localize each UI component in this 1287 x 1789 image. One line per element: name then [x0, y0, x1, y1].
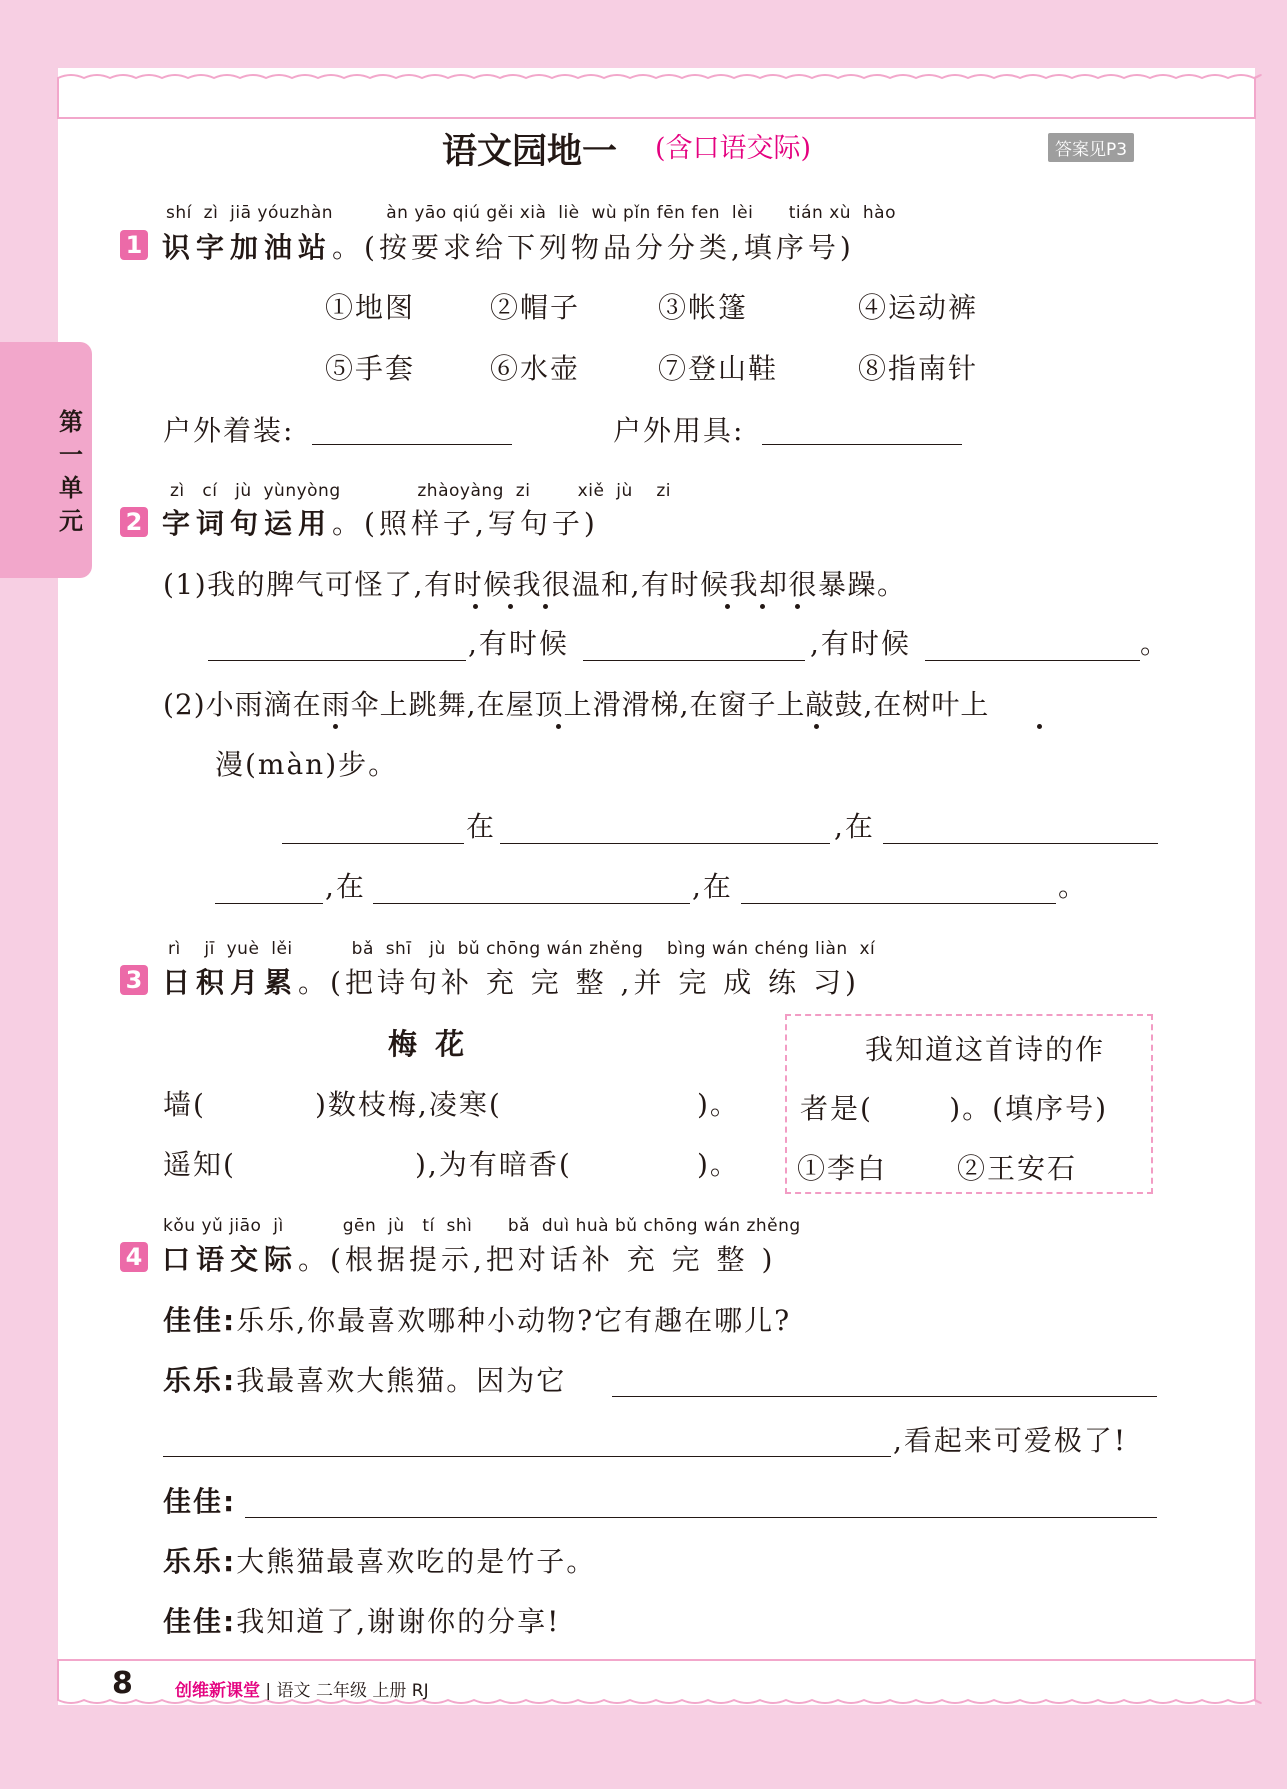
section-heading: 字词句运用。(照样子,写句子) [162, 507, 599, 540]
emphasis-dot [795, 604, 800, 609]
outdoor-clothing-label: 户外着装: [163, 414, 295, 447]
sentence-connector: 在 [466, 810, 497, 843]
poem-line-2-start: 遥知( [163, 1148, 236, 1181]
footer-brand: 创维新课堂 [175, 1681, 260, 1701]
emphasis-dot [760, 604, 765, 609]
answer-line[interactable] [583, 660, 805, 661]
item-option: ⑦登山鞋 [658, 352, 779, 385]
poem-line-1-mid: )数枝梅,凌寒( [315, 1088, 502, 1121]
answer-line[interactable] [373, 903, 690, 904]
item-option: ④运动裤 [858, 291, 979, 324]
emphasis-dot [543, 604, 548, 609]
item-option: ⑥水壶 [490, 352, 581, 385]
item-option: ②帽子 [490, 291, 581, 324]
footer-info: 创维新课堂 | 语文 二年级 上册 RJ [175, 1681, 429, 1701]
pinyin-line: zì cí jù yùnyòng zhàoyàng zi xiě jù zi [170, 481, 671, 501]
speaker-name: 乐乐: [163, 1545, 237, 1578]
section-number-badge: 2 [120, 507, 148, 537]
author-option-1: ①李白 [797, 1152, 888, 1185]
example-sentence-2-cont: 漫(màn)步。 [215, 748, 399, 781]
speaker-name: 佳佳: [163, 1605, 237, 1638]
item-option: ⑧指南针 [858, 352, 979, 385]
speaker-name: 佳佳: [163, 1304, 237, 1337]
answer-line[interactable] [245, 1517, 1157, 1518]
page-number: 8 [112, 1666, 133, 1701]
emphasis-dot [1037, 724, 1042, 729]
dialogue-line: 乐乐:我最喜欢大熊猫。因为它 [163, 1364, 567, 1397]
pinyin-line: rì jī yuè lěi bǎ shī jù bǔ chōng wán zhěng bìng wán chéng liàn xí [168, 939, 876, 959]
emphasis-dot [473, 604, 478, 609]
dialogue-line: 佳佳:乐乐,你最喜欢哪种小动物?它有趣在哪儿? [163, 1304, 792, 1337]
poem-line-1-start: 墙( [163, 1088, 206, 1121]
unit-label: 第一单元 [59, 408, 83, 535]
sentence-connector: ,有时候 [810, 627, 911, 660]
outdoor-gear-answer-line[interactable] [762, 444, 962, 445]
answer-line[interactable] [883, 843, 1158, 844]
answer-line[interactable] [612, 1396, 1157, 1397]
emphasis-dot [333, 724, 338, 729]
sentence-connector: ,在 [834, 810, 875, 843]
answer-line[interactable] [741, 903, 1056, 904]
section-heading: 口语交际。(根据提示,把对话补 充 完 整 ) [162, 1243, 777, 1276]
emphasis-dot [725, 604, 730, 609]
poem-line-2-end: )。 [697, 1148, 740, 1181]
poem-line-2-mid: ),为有暗香( [415, 1148, 572, 1181]
section-number-badge: 1 [120, 230, 148, 260]
answer-line[interactable] [282, 843, 464, 844]
page-title: 语文园地一 [442, 132, 618, 172]
poem-title: 梅 花 [388, 1027, 469, 1061]
answer-line[interactable] [208, 660, 466, 661]
poem-line-1-end: )。 [697, 1088, 740, 1121]
section-heading: 日积月累。(把诗句补 充 完 整 ,并 完 成 练 习) [162, 966, 860, 999]
speaker-name: 乐乐: [163, 1364, 237, 1397]
item-option: ⑤手套 [325, 352, 416, 385]
pinyin-line: shí zì jiā yóuzhàn àn yāo qiú gěi xià liè wù pǐn fēn fen lèi tián xù hào [166, 203, 896, 223]
item-option: ①地图 [325, 291, 416, 324]
outdoor-clothing-answer-line[interactable] [312, 444, 512, 445]
sentence-end: 。 [1058, 870, 1089, 903]
speaker-name: 佳佳: [163, 1485, 237, 1518]
answer-line[interactable] [163, 1456, 891, 1457]
author-question-line-1: 我知道这首诗的作 [865, 1033, 1106, 1066]
section-number-badge: 4 [120, 1242, 148, 1272]
section-number-badge: 3 [120, 965, 148, 995]
author-option-2: ②王安石 [957, 1152, 1078, 1185]
dialogue-continuation: ,看起来可爱极了! [893, 1424, 1128, 1457]
sentence-end: 。 [1140, 627, 1171, 660]
sentence-connector: ,在 [692, 870, 733, 903]
emphasis-dot [556, 724, 561, 729]
outdoor-gear-label: 户外用具: [613, 414, 745, 447]
emphasis-dot [508, 604, 513, 609]
example-sentence-2: (2)小雨滴在雨伞上跳舞,在屋顶上滑滑梯,在窗子上敲鼓,在树叶上 [163, 688, 990, 721]
sentence-connector: ,在 [325, 870, 366, 903]
emphasis-dot [814, 724, 819, 729]
example-sentence-1: (1)我的脾气可怪了,有时候我很温和,有时候我却很暴躁。 [163, 568, 907, 601]
answer-line[interactable] [215, 903, 323, 904]
page-subtitle: (含口语交际) [655, 133, 812, 164]
sentence-connector: ,有时候 [468, 627, 569, 660]
dialogue-line: 乐乐:大熊猫最喜欢吃的是竹子。 [163, 1545, 597, 1578]
author-question-line-2: 者是( )。(填序号) [800, 1092, 1108, 1125]
dialogue-line: 佳佳:我知道了,谢谢你的分享! [163, 1605, 561, 1638]
answer-reference-badge: 答案见P3 [1048, 133, 1134, 162]
item-option: ③帐篷 [658, 291, 749, 324]
pinyin-line: kǒu yǔ jiāo jì gēn jù tí shì bǎ duì huà bǔ chōng wán zhěng [163, 1216, 801, 1236]
answer-line[interactable] [500, 843, 830, 844]
answer-line[interactable] [925, 660, 1140, 661]
section-heading: 识字加油站。(按要求给下列物品分分类,填序号) [162, 231, 855, 264]
